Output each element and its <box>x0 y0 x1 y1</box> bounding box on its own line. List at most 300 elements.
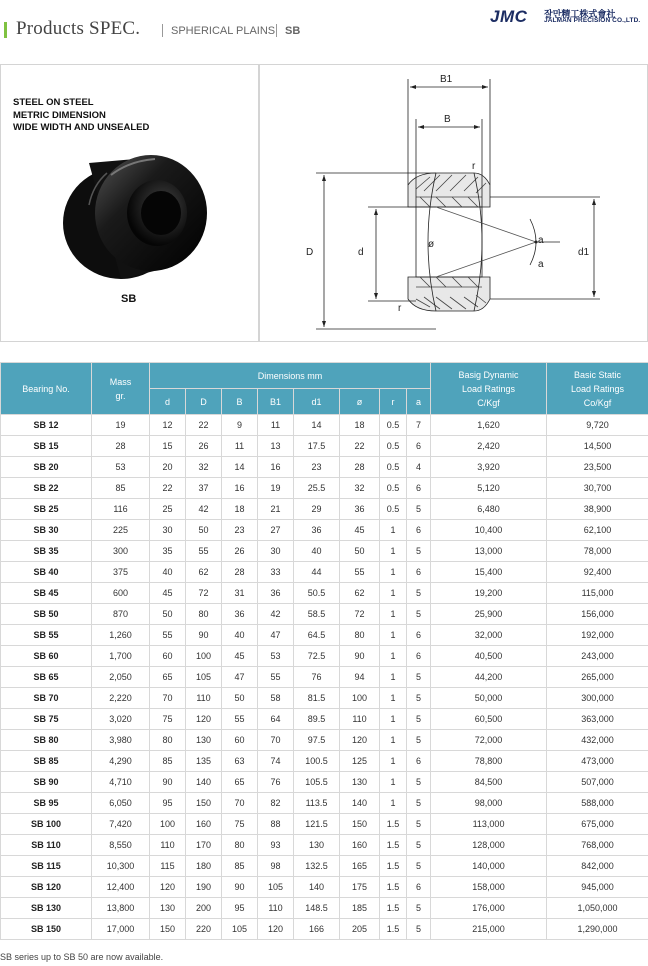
bearing-dimension-diagram <box>260 65 648 343</box>
label-r-bottom: r <box>398 303 402 314</box>
cell-a: 4 <box>407 457 431 478</box>
cell-r: 1.5 <box>380 835 407 856</box>
header-bearing-no: Bearing No. <box>1 363 92 415</box>
cell-static-load: 14,500 <box>547 436 648 457</box>
table-row <box>1 499 648 520</box>
cell-bearing-no: SB 22 <box>1 478 92 499</box>
header-sub-b: B <box>222 389 258 415</box>
cell-r: 1 <box>380 520 407 541</box>
cell-d1: 81.5 <box>294 688 340 709</box>
cell-b1: 110 <box>258 898 294 919</box>
header-static-line: Load Ratings <box>570 383 625 394</box>
cell-d1: 148.5 <box>294 898 340 919</box>
cell-b: 28 <box>222 562 258 583</box>
table-row <box>1 625 648 646</box>
cell-a: 6 <box>407 478 431 499</box>
cell-static-load: 675,000 <box>547 814 648 835</box>
cell-b1: 13 <box>258 436 294 457</box>
cell-big-d: 105 <box>186 667 222 688</box>
cell-big-d: 110 <box>186 688 222 709</box>
cell-b: 60 <box>222 730 258 751</box>
label-b: B <box>444 114 451 125</box>
cell-phi: 36 <box>340 499 380 520</box>
cell-phi: 175 <box>340 877 380 898</box>
header-dynamic-line: Load Ratings <box>461 383 516 394</box>
cell-dynamic-load: 32,000 <box>431 625 547 646</box>
table-row <box>1 604 648 625</box>
cell-phi: 22 <box>340 436 380 457</box>
cell-d1: 72.5 <box>294 646 340 667</box>
cell-d1: 130 <box>294 835 340 856</box>
cell-a: 5 <box>407 856 431 877</box>
cell-phi: 55 <box>340 562 380 583</box>
desc-line: WIDE WIDTH AND UNSEALED <box>13 122 150 133</box>
cell-d: 55 <box>150 625 186 646</box>
cell-b1: 47 <box>258 625 294 646</box>
cell-b: 80 <box>222 835 258 856</box>
cell-b: 70 <box>222 793 258 814</box>
cell-static-load: 363,000 <box>547 709 648 730</box>
cell-static-load: 842,000 <box>547 856 648 877</box>
cell-b: 31 <box>222 583 258 604</box>
cell-a: 5 <box>407 835 431 856</box>
cell-big-d: 50 <box>186 520 222 541</box>
header-mass <box>92 363 150 415</box>
table-row <box>1 772 648 793</box>
cell-static-load: 265,000 <box>547 667 648 688</box>
cell-phi: 28 <box>340 457 380 478</box>
cell-d1: 50.5 <box>294 583 340 604</box>
cell-phi: 94 <box>340 667 380 688</box>
cell-static-load: 1,050,000 <box>547 898 648 919</box>
cell-d: 120 <box>150 877 186 898</box>
cell-b1: 76 <box>258 772 294 793</box>
cell-d: 95 <box>150 793 186 814</box>
cell-static-load: 768,000 <box>547 835 648 856</box>
cell-bearing-no: SB 12 <box>1 415 92 436</box>
cell-bearing-no: SB 35 <box>1 541 92 562</box>
header-mass-unit: gr. <box>115 390 126 401</box>
breadcrumb-divider <box>276 24 277 37</box>
header-dynamic-unit: C/Kgf <box>477 397 500 408</box>
cell-d: 50 <box>150 604 186 625</box>
cell-a: 6 <box>407 436 431 457</box>
cell-big-d: 55 <box>186 541 222 562</box>
cell-mass: 17,000 <box>92 919 150 940</box>
table-row <box>1 856 648 877</box>
cell-d1: 105.5 <box>294 772 340 793</box>
header-sub-phi: ø <box>340 389 380 415</box>
cell-b1: 98 <box>258 856 294 877</box>
cell-big-d: 140 <box>186 772 222 793</box>
cell-dynamic-load: 15,400 <box>431 562 547 583</box>
cell-mass: 870 <box>92 604 150 625</box>
cell-bearing-no: SB 120 <box>1 877 92 898</box>
cell-r: 1.5 <box>380 919 407 940</box>
cell-d1: 64.5 <box>294 625 340 646</box>
cell-dynamic-load: 2,420 <box>431 436 547 457</box>
cell-mass: 4,710 <box>92 772 150 793</box>
cell-r: 1 <box>380 772 407 793</box>
cell-static-load: 300,000 <box>547 688 648 709</box>
cell-d1: 121.5 <box>294 814 340 835</box>
cell-d1: 36 <box>294 520 340 541</box>
cell-b1: 74 <box>258 751 294 772</box>
cell-d: 30 <box>150 520 186 541</box>
cell-a: 5 <box>407 919 431 940</box>
cell-bearing-no: SB 65 <box>1 667 92 688</box>
breadcrumb-subcategory: SB <box>285 25 301 37</box>
cell-bearing-no: SB 20 <box>1 457 92 478</box>
cell-dynamic-load: 3,920 <box>431 457 547 478</box>
cell-d: 80 <box>150 730 186 751</box>
page-header <box>0 0 648 56</box>
cell-dynamic-load: 44,200 <box>431 667 547 688</box>
cell-dynamic-load: 6,480 <box>431 499 547 520</box>
cell-b: 50 <box>222 688 258 709</box>
cell-d1: 14 <box>294 415 340 436</box>
cell-d: 90 <box>150 772 186 793</box>
cell-r: 1.5 <box>380 877 407 898</box>
cell-r: 1 <box>380 667 407 688</box>
breadcrumb-category: SPHERICAL PLAINS <box>171 25 276 37</box>
cell-big-d: 220 <box>186 919 222 940</box>
cell-big-d: 22 <box>186 415 222 436</box>
cell-dynamic-load: 98,000 <box>431 793 547 814</box>
cell-static-load: 156,000 <box>547 604 648 625</box>
cell-static-load: 62,100 <box>547 520 648 541</box>
header-sub-b1: B1 <box>258 389 294 415</box>
cell-bearing-no: SB 85 <box>1 751 92 772</box>
cell-b: 63 <box>222 751 258 772</box>
cell-big-d: 135 <box>186 751 222 772</box>
cell-phi: 160 <box>340 835 380 856</box>
cell-d: 115 <box>150 856 186 877</box>
cell-dynamic-load: 158,000 <box>431 877 547 898</box>
cell-static-load: 945,000 <box>547 877 648 898</box>
cell-r: 1 <box>380 709 407 730</box>
cell-d1: 89.5 <box>294 709 340 730</box>
cell-d1: 132.5 <box>294 856 340 877</box>
table-row <box>1 457 648 478</box>
cell-b1: 42 <box>258 604 294 625</box>
cell-mass: 4,290 <box>92 751 150 772</box>
cell-a: 7 <box>407 415 431 436</box>
cell-dynamic-load: 50,000 <box>431 688 547 709</box>
cell-phi: 100 <box>340 688 380 709</box>
cell-phi: 110 <box>340 709 380 730</box>
cell-d: 110 <box>150 835 186 856</box>
cell-b: 11 <box>222 436 258 457</box>
cell-static-load: 1,290,000 <box>547 919 648 940</box>
header-static-unit: Co/Kgf <box>583 397 612 408</box>
cell-d1: 44 <box>294 562 340 583</box>
cell-r: 1 <box>380 583 407 604</box>
cell-dynamic-load: 13,000 <box>431 541 547 562</box>
logo-english-name: JALMAN PRECISION CO.,LTD. <box>544 17 641 24</box>
cell-b: 90 <box>222 877 258 898</box>
cell-static-load: 30,700 <box>547 478 648 499</box>
cell-d1: 23 <box>294 457 340 478</box>
cell-mass: 12,400 <box>92 877 150 898</box>
cell-r: 1 <box>380 562 407 583</box>
cell-a: 5 <box>407 898 431 919</box>
cell-big-d: 32 <box>186 457 222 478</box>
cell-big-d: 120 <box>186 709 222 730</box>
table-row <box>1 814 648 835</box>
cell-bearing-no: SB 80 <box>1 730 92 751</box>
label-d1: d1 <box>578 247 590 258</box>
cell-big-d: 100 <box>186 646 222 667</box>
cell-dynamic-load: 1,620 <box>431 415 547 436</box>
cell-static-load: 192,000 <box>547 625 648 646</box>
cell-big-d: 180 <box>186 856 222 877</box>
cell-static-load: 92,400 <box>547 562 648 583</box>
cell-r: 0.5 <box>380 436 407 457</box>
cell-d: 35 <box>150 541 186 562</box>
table-row <box>1 751 648 772</box>
cell-r: 1.5 <box>380 814 407 835</box>
cell-b1: 88 <box>258 814 294 835</box>
cell-b: 65 <box>222 772 258 793</box>
cell-d: 75 <box>150 709 186 730</box>
cell-phi: 150 <box>340 814 380 835</box>
cell-static-load: 507,000 <box>547 772 648 793</box>
cell-b: 105 <box>222 919 258 940</box>
cell-big-d: 200 <box>186 898 222 919</box>
cell-b1: 30 <box>258 541 294 562</box>
cell-mass: 8,550 <box>92 835 150 856</box>
cell-b: 16 <box>222 478 258 499</box>
cell-bearing-no: SB 15 <box>1 436 92 457</box>
cell-bearing-no: SB 50 <box>1 604 92 625</box>
cell-phi: 72 <box>340 604 380 625</box>
cell-big-d: 150 <box>186 793 222 814</box>
cell-b: 18 <box>222 499 258 520</box>
cell-b: 85 <box>222 856 258 877</box>
cell-a: 5 <box>407 709 431 730</box>
cell-a: 5 <box>407 499 431 520</box>
cell-a: 5 <box>407 814 431 835</box>
cell-r: 1 <box>380 730 407 751</box>
cell-d1: 25.5 <box>294 478 340 499</box>
table-row <box>1 415 648 436</box>
cell-bearing-no: SB 25 <box>1 499 92 520</box>
cell-a: 6 <box>407 562 431 583</box>
cell-big-d: 42 <box>186 499 222 520</box>
cell-b1: 120 <box>258 919 294 940</box>
cell-r: 0.5 <box>380 457 407 478</box>
cell-dynamic-load: 78,800 <box>431 751 547 772</box>
cell-d1: 40 <box>294 541 340 562</box>
cell-r: 1 <box>380 604 407 625</box>
cell-b: 45 <box>222 646 258 667</box>
table-row <box>1 709 648 730</box>
cell-big-d: 170 <box>186 835 222 856</box>
header-sub-d: d <box>150 389 186 415</box>
cell-bearing-no: SB 70 <box>1 688 92 709</box>
header-sub-r: r <box>380 389 407 415</box>
cell-b: 26 <box>222 541 258 562</box>
cell-phi: 205 <box>340 919 380 940</box>
cell-mass: 1,700 <box>92 646 150 667</box>
table-row <box>1 646 648 667</box>
product-label: SB <box>121 293 137 305</box>
cell-d: 130 <box>150 898 186 919</box>
cell-b: 14 <box>222 457 258 478</box>
cell-bearing-no: SB 90 <box>1 772 92 793</box>
cell-bearing-no: SB 40 <box>1 562 92 583</box>
cell-d1: 166 <box>294 919 340 940</box>
cell-d: 12 <box>150 415 186 436</box>
cell-bearing-no: SB 150 <box>1 919 92 940</box>
table-row <box>1 898 648 919</box>
desc-line: METRIC DIMENSION <box>13 109 106 121</box>
cell-bearing-no: SB 45 <box>1 583 92 604</box>
cell-mass: 300 <box>92 541 150 562</box>
cell-phi: 62 <box>340 583 380 604</box>
cell-b1: 82 <box>258 793 294 814</box>
cell-r: 0.5 <box>380 478 407 499</box>
cell-d: 25 <box>150 499 186 520</box>
cell-dynamic-load: 84,500 <box>431 772 547 793</box>
cell-b: 36 <box>222 604 258 625</box>
cell-phi: 120 <box>340 730 380 751</box>
cell-bearing-no: SB 100 <box>1 814 92 835</box>
label-a-top: a <box>538 235 544 246</box>
cell-mass: 19 <box>92 415 150 436</box>
title-divider <box>162 24 163 37</box>
cell-static-load: 588,000 <box>547 793 648 814</box>
logo-jmc: JMC <box>490 7 528 26</box>
cell-b: 47 <box>222 667 258 688</box>
cell-mass: 600 <box>92 583 150 604</box>
dimension-diagram-panel <box>259 64 648 342</box>
footnote: SB series up to SB 50 are now available. <box>0 952 164 962</box>
cell-a: 6 <box>407 751 431 772</box>
cell-d: 45 <box>150 583 186 604</box>
cell-dynamic-load: 113,000 <box>431 814 547 835</box>
cell-big-d: 160 <box>186 814 222 835</box>
cell-dynamic-load: 10,400 <box>431 520 547 541</box>
spec-table-body <box>1 415 648 940</box>
cell-r: 1 <box>380 625 407 646</box>
cell-phi: 50 <box>340 541 380 562</box>
cell-phi: 130 <box>340 772 380 793</box>
cell-d1: 113.5 <box>294 793 340 814</box>
cell-r: 1.5 <box>380 856 407 877</box>
cell-b: 9 <box>222 415 258 436</box>
table-row <box>1 562 648 583</box>
cell-b: 23 <box>222 520 258 541</box>
cell-d: 40 <box>150 562 186 583</box>
cell-static-load: 432,000 <box>547 730 648 751</box>
cell-big-d: 72 <box>186 583 222 604</box>
cell-dynamic-load: 60,500 <box>431 709 547 730</box>
cell-r: 1 <box>380 688 407 709</box>
cell-b1: 93 <box>258 835 294 856</box>
cell-dynamic-load: 72,000 <box>431 730 547 751</box>
cell-dynamic-load: 40,500 <box>431 646 547 667</box>
cell-mass: 375 <box>92 562 150 583</box>
cell-d1: 17.5 <box>294 436 340 457</box>
cell-b: 95 <box>222 898 258 919</box>
cell-static-load: 78,000 <box>547 541 648 562</box>
cell-big-d: 80 <box>186 604 222 625</box>
cell-big-d: 26 <box>186 436 222 457</box>
cell-b1: 55 <box>258 667 294 688</box>
header-sub-big-d: D <box>186 389 222 415</box>
cell-dynamic-load: 5,120 <box>431 478 547 499</box>
cell-big-d: 90 <box>186 625 222 646</box>
cell-d: 85 <box>150 751 186 772</box>
table-row <box>1 688 648 709</box>
cell-r: 1 <box>380 541 407 562</box>
cell-b: 55 <box>222 709 258 730</box>
cell-d1: 140 <box>294 877 340 898</box>
logo-korean-name: 잘만精工株式會社 <box>544 9 616 19</box>
cell-d: 65 <box>150 667 186 688</box>
cell-a: 5 <box>407 667 431 688</box>
cell-dynamic-load: 128,000 <box>431 835 547 856</box>
cell-phi: 140 <box>340 793 380 814</box>
cell-static-load: 243,000 <box>547 646 648 667</box>
cell-static-load: 115,000 <box>547 583 648 604</box>
cell-b1: 70 <box>258 730 294 751</box>
cell-mass: 7,420 <box>92 814 150 835</box>
product-description <box>13 97 149 135</box>
cell-bearing-no: SB 95 <box>1 793 92 814</box>
label-phi: ø <box>428 239 435 250</box>
cell-a: 6 <box>407 520 431 541</box>
cell-r: 1.5 <box>380 898 407 919</box>
bearing-product-image <box>59 145 209 285</box>
cell-mass: 2,220 <box>92 688 150 709</box>
cell-a: 5 <box>407 772 431 793</box>
cell-b1: 53 <box>258 646 294 667</box>
cell-mass: 28 <box>92 436 150 457</box>
table-row <box>1 793 648 814</box>
cell-b1: 27 <box>258 520 294 541</box>
cell-phi: 18 <box>340 415 380 436</box>
cell-mass: 6,050 <box>92 793 150 814</box>
cell-bearing-no: SB 55 <box>1 625 92 646</box>
cell-d: 150 <box>150 919 186 940</box>
cell-a: 6 <box>407 625 431 646</box>
cell-bearing-no: SB 130 <box>1 898 92 919</box>
cell-big-d: 37 <box>186 478 222 499</box>
cell-d1: 58.5 <box>294 604 340 625</box>
label-small-d: d <box>358 247 364 258</box>
cell-mass: 2,050 <box>92 667 150 688</box>
header-dynamic-line: Basig Dynamic <box>458 369 519 380</box>
cell-b1: 64 <box>258 709 294 730</box>
cell-mass: 1,260 <box>92 625 150 646</box>
cell-d1: 100.5 <box>294 751 340 772</box>
label-r-top: r <box>472 161 476 172</box>
cell-a: 5 <box>407 730 431 751</box>
table-row <box>1 436 648 457</box>
cell-mass: 10,300 <box>92 856 150 877</box>
cell-b1: 21 <box>258 499 294 520</box>
product-image-panel <box>0 64 259 342</box>
cell-a: 6 <box>407 877 431 898</box>
cell-bearing-no: SB 110 <box>1 835 92 856</box>
table-row <box>1 667 648 688</box>
label-b1: B1 <box>440 74 453 85</box>
cell-b1: 105 <box>258 877 294 898</box>
table-row <box>1 730 648 751</box>
